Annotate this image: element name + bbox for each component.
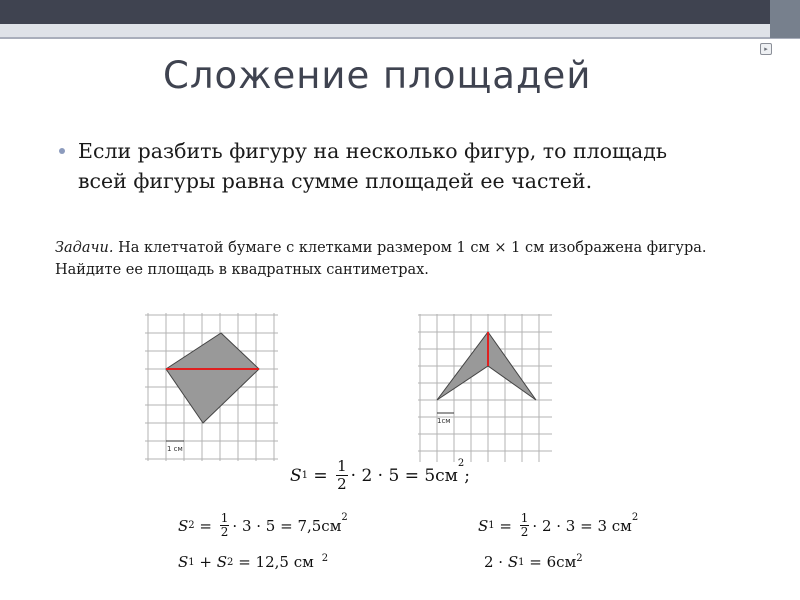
- figure-left: [145, 313, 280, 463]
- top-bar-line: [0, 37, 800, 39]
- symbol-s: S: [178, 553, 189, 571]
- symbol-s: S: [290, 465, 302, 486]
- equals: =: [494, 516, 517, 535]
- symbol-s: S: [216, 553, 228, 571]
- fraction-half: [336, 458, 348, 493]
- superscript: 2: [576, 553, 583, 564]
- formula-rest: = 12,5 см: [233, 553, 314, 571]
- formula-rest: · 3 · 5 = 7,5см: [232, 516, 342, 535]
- subscript: 2: [188, 520, 195, 531]
- top-right-accent: [770, 0, 800, 38]
- formula-tail: ;: [464, 465, 471, 486]
- equals: =: [308, 465, 334, 486]
- symbol-s: S: [178, 516, 189, 535]
- formula-s1-triangle: [290, 458, 470, 493]
- bullet-icon: [59, 148, 65, 154]
- denominator: 2: [337, 475, 347, 493]
- numerator: 1: [220, 511, 229, 525]
- denominator: 2: [220, 525, 229, 539]
- slide-title: Сложение площадей: [163, 54, 592, 97]
- subscript: 1: [488, 520, 495, 531]
- superscript: 2: [457, 458, 465, 469]
- kite-shape: [166, 333, 259, 423]
- plus: +: [194, 553, 217, 571]
- task-paragraph: [55, 237, 755, 281]
- arrow-icon[interactable]: ▸: [760, 43, 772, 55]
- superscript: 2: [631, 512, 639, 523]
- fraction-half: [220, 512, 230, 539]
- task-label: Задачи.: [55, 240, 114, 256]
- top-bar-strip: [0, 24, 800, 38]
- scale-label-left: 1 см: [167, 445, 183, 453]
- scale-label-right: 1см: [437, 417, 451, 425]
- superscript: 2: [341, 512, 348, 523]
- formula-rest: · 2 · 5 = 5см: [350, 465, 458, 486]
- bullet-text: Если разбить фигуру на несколько фигур, то площадь всей фигуры равна сумме площадей ее частей.: [78, 139, 668, 193]
- symbol-s: S: [478, 516, 489, 535]
- formula-rest: · 2 · 3 = 3 см: [532, 516, 632, 535]
- formula-rest: = 6см: [524, 553, 577, 571]
- formula-s1-right: [478, 512, 638, 539]
- denominator: 2: [520, 525, 529, 539]
- numerator: 1: [520, 511, 529, 525]
- top-bar: [0, 0, 800, 24]
- symbol-s: S: [507, 553, 519, 571]
- subscript: 2: [227, 556, 234, 568]
- superscript: 2: [321, 553, 329, 564]
- formula-sum: [178, 553, 328, 571]
- figure-right: [418, 314, 554, 464]
- fraction-half: [520, 512, 530, 539]
- subscript: 1: [188, 556, 195, 568]
- subscript: 1: [518, 556, 525, 568]
- equals: =: [194, 516, 217, 535]
- formula-double: [484, 553, 583, 571]
- subscript: 1: [301, 470, 309, 481]
- numerator: 1: [337, 457, 347, 475]
- task-text: На клетчатой бумаге с клетками размером 1 см × 1 см изображена фигура. Найдите ее площадь в квадратных сантиметрах.: [55, 240, 707, 278]
- formula-s2: [178, 512, 348, 539]
- formula-prefix: 2 ·: [484, 553, 508, 571]
